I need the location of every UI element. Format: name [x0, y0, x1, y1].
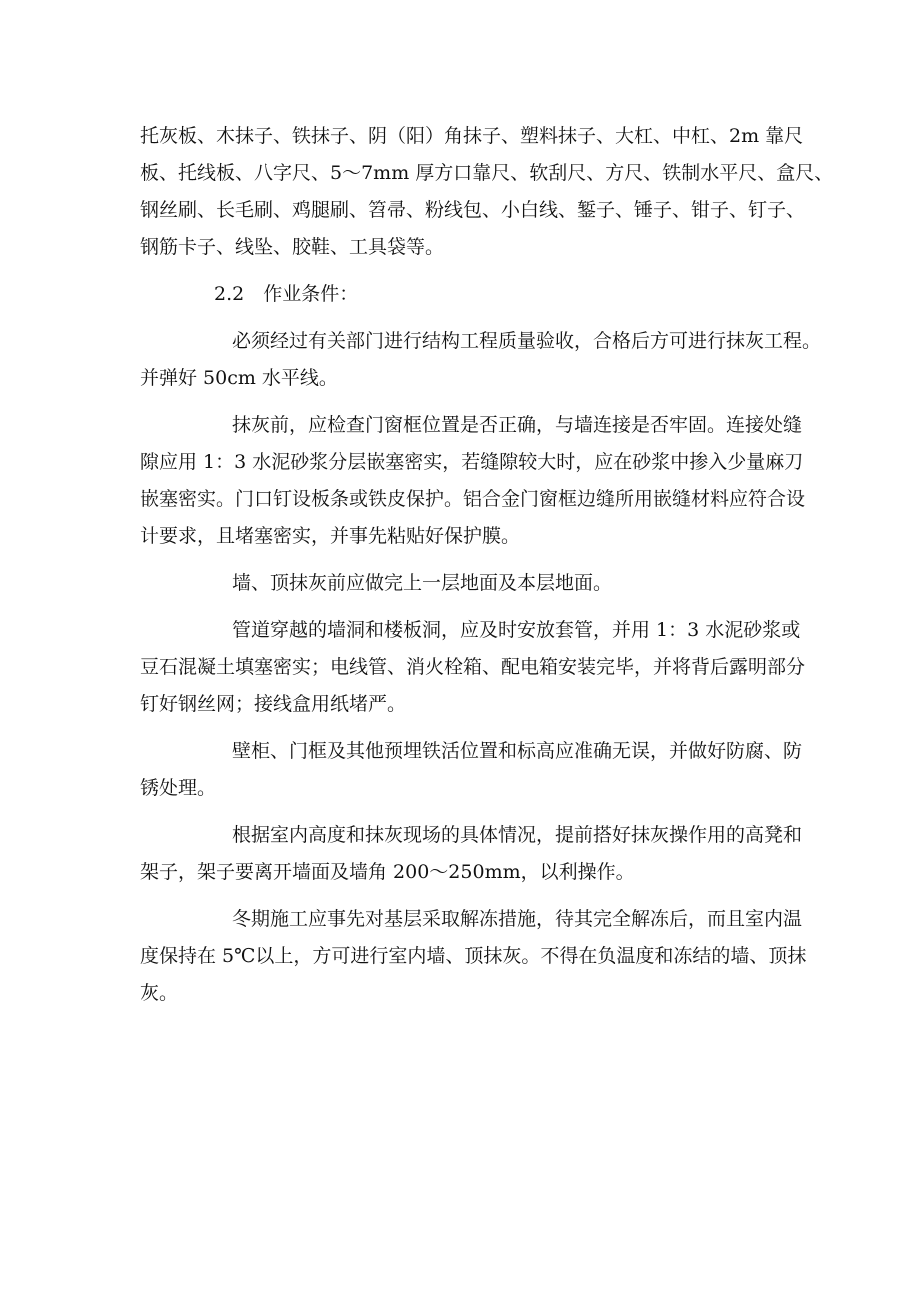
- text-line: 并弹好 50cm 水平线。: [140, 367, 338, 389]
- text-line: 根据室内高度和抹灰现场的具体情况，提前搭好抹灰操作用的高凳和: [232, 824, 803, 846]
- text-line: 壁柜、门框及其他预埋铁活位置和标高应准确无误，并做好防腐、防: [232, 740, 803, 762]
- text-line: 度保持在 5℃以上，方可进行室内墙、顶抹灰。不得在负温度和冻结的墙、顶抹: [140, 945, 807, 967]
- paragraph: [140, 323, 822, 397]
- text-line: 锈处理。: [140, 777, 217, 799]
- text-line: 灰。: [140, 982, 179, 1004]
- document-body: [140, 118, 834, 1012]
- text-line: 计要求，且堵塞密实，并事先粘贴好保护膜。: [140, 525, 521, 547]
- paragraph: [140, 733, 803, 807]
- text-line: 冬期施工应事先对基层采取解冻措施，待其完全解冻后，而且室内温: [232, 908, 803, 930]
- text-line: 必须经过有关部门进行结构工程质量验收，合格后方可进行抹灰工程。: [232, 330, 822, 352]
- text-line: 板、托线板、八字尺、5～7mm 厚方口靠尺、软刮尺、方尺、铁制水平尺、盒尺、: [140, 162, 834, 184]
- text-line: 抹灰前，应检查门窗框位置是否正确，与墙连接是否牢固。连接处缝: [232, 414, 803, 436]
- text-line: 豆石混凝土填塞密实；电线管、消火栓箱、配电箱安装完毕，并将背后露明部分: [140, 656, 806, 678]
- section-heading: 2.2 作业条件：: [214, 283, 359, 305]
- tools-paragraph: [140, 118, 834, 266]
- text-line: 架子，架子要离开墙面及墙角 200～250mm，以利操作。: [140, 861, 635, 883]
- paragraph: [140, 817, 803, 891]
- paragraph: [140, 612, 806, 723]
- paragraph: [140, 407, 806, 555]
- text-line: 托灰板、木抹子、铁抹子、阴（阳）角抹子、塑料抹子、大杠、中杠、2m 靠尺: [140, 125, 804, 147]
- text-line: 钢筋卡子、线坠、胶鞋、工具袋等。: [140, 236, 445, 258]
- paragraph: [140, 901, 807, 1012]
- text-line: 嵌塞密实。门口钉设板条或铁皮保护。铝合金门窗框边缝所用嵌缝材料应符合设: [140, 488, 806, 510]
- text-line: 墙、顶抹灰前应做完上一层地面及本层地面。: [232, 572, 613, 594]
- paragraph: [140, 565, 790, 602]
- text-line: 管道穿越的墙洞和楼板洞，应及时安放套管，并用 1：3 水泥砂浆或: [232, 619, 801, 641]
- text-line: 钢丝刷、长毛刷、鸡腿刷、笤帚、粉线包、小白线、錾子、锤子、钳子、钉子、: [140, 199, 806, 221]
- text-line: 钉好钢丝网；接线盒用纸堵严。: [140, 693, 407, 715]
- text-line: 隙应用 1：3 水泥砂浆分层嵌塞密实，若缝隙较大时，应在砂浆中掺入少量麻刀: [140, 451, 804, 473]
